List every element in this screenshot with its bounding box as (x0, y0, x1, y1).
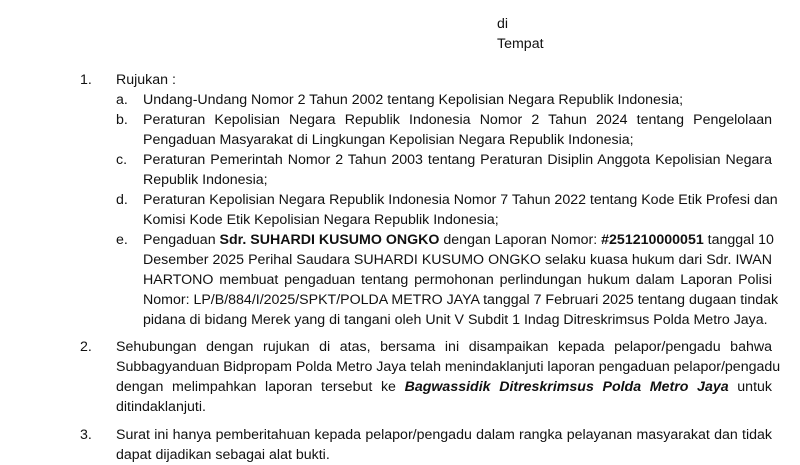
referral-unit: Bagwassidik Ditreskrimsus Polda Metro Jaya (404, 379, 729, 395)
item-d-line-1: Peraturan Kepolisian Negara Republik Indonesia Nomor 7 Tahun 2022 tentang Kode Etik Profesi dan (143, 192, 778, 208)
section2-line-3 (116, 377, 772, 397)
section3-number: 3. (80, 427, 92, 443)
section1-number: 1. (80, 72, 92, 88)
item-e-letter: e. (116, 232, 128, 248)
item-e-line-3: HARTONO membuat pengaduan tentang permohonan perlindungan hukum dalam Laporan Polisi (143, 272, 772, 288)
section2-line-4: ditindaklanjuti. (116, 399, 206, 415)
item-e-mid: dengan Laporan Nomor: (439, 232, 602, 248)
item-e-line-4: Nomor: LP/B/884/I/2025/SPKT/POLDA METRO JAYA tanggal 7 Februari 2025 tentang dugaan tindak (143, 292, 779, 308)
item-e-line-1 (143, 230, 772, 250)
item-b-line-2: Pengaduan Masyarakat di Lingkungan Kepolisian Negara Republik Indonesia; (143, 132, 634, 148)
item-a-line: Undang-Undang Nomor 2 Tahun 2002 tentang Kepolisian Negara Republik Indonesia; (143, 92, 684, 108)
report-number: #251210000051 (601, 232, 704, 248)
item-b-letter: b. (116, 112, 128, 128)
section2-line3-pre: dengan melimpahkan laporan tersebut ke (116, 379, 405, 395)
item-c-line-2: Republik Indonesia; (143, 172, 268, 188)
section3-line-2: dapat dijadikan sebagai alat bukti. (116, 447, 330, 463)
item-d-letter: d. (116, 192, 128, 208)
item-a-letter: a. (116, 92, 128, 108)
item-e-line-5: pidana di bidang Merek yang di tangani oleh Unit V Subdit 1 Indag Ditreskrimsus Polda Metro Jaya. (143, 312, 768, 328)
section2-line3-post: untuk (728, 379, 772, 395)
item-c-letter: c. (116, 152, 128, 168)
item-d-line-2: Komisi Kode Etik Kepolisian Negara Republik Indonesia; (143, 212, 499, 228)
item-e-post: tanggal 10 (703, 232, 774, 248)
item-e-line-2: Desember 2025 Perihal Saudara SUHARDI KUSUMO ONGKO selaku kuasa hukum dari Sdr. IWAN (143, 252, 772, 268)
section2-line-1: Sehubungan dengan rujukan di atas, bersama ini disampaikan kepada pelapor/pengadu bahwa (116, 339, 772, 355)
section2-number: 2. (80, 339, 92, 355)
address-tempat: Tempat (497, 36, 544, 52)
item-e-pre: Pengaduan (143, 232, 220, 248)
complainant-name: Sdr. SUHARDI KUSUMO ONGKO (219, 232, 440, 248)
section2-line-2: Subbagyanduan Bidpropam Polda Metro Jaya telah menindaklanjuti laporan pengaduan pelapor/pengadu (116, 359, 781, 375)
address-di: di (497, 16, 509, 32)
section3-line-1: Surat ini hanya pemberitahuan kepada pelapor/pengadu dalam rangka pelayanan masyarakat dan tidak (116, 427, 772, 443)
item-b-line-1: Peraturan Kepolisian Negara Republik Indonesia Nomor 2 Tahun 2024 tentang Pengelolaan (143, 112, 772, 128)
section1-title: Rujukan : (116, 72, 176, 88)
item-c-line-1: Peraturan Pemerintah Nomor 2 Tahun 2003 tentang Peraturan Disiplin Anggota Kepolisian Negara (143, 152, 772, 168)
